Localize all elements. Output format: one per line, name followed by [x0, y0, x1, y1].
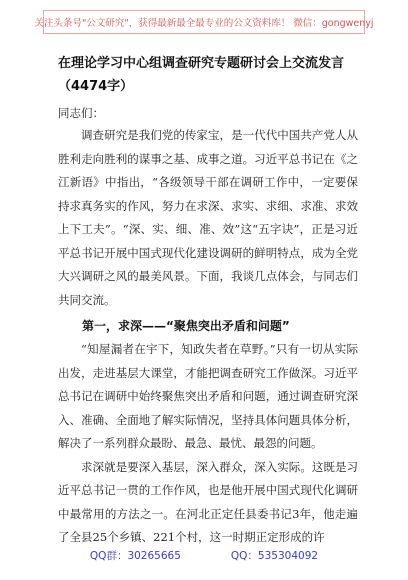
intro-paragraph: 调查研究是我们党的传家宝，是一代代中国共产党人从胜利走向胜利的谋事之基、成事之道。习近平总书记在《之江新语》中指出，“各级领导干部在调研工作中，一定要保持求真务实的作风，努力在求深、求实、求细、求准、求效上下工夫”。“深、实、细、准、效”这“五字诀”，正是习近平总书记开展中国式现代化建设调研的鲜明特点，成为全党大兴调研之风的最美风景。下面，我谈几点体会，与同志们共同交流。: [58, 128, 358, 307]
footer: [0, 548, 408, 568]
footer-qq: QQ：535304092: [230, 550, 319, 562]
greeting: 同志们：: [58, 106, 104, 120]
footer-qq-group: QQ群：30265665: [89, 550, 181, 562]
document-body: [58, 52, 358, 550]
header-banner: 关注头条号"公文研究"，获得最新最全最专业的公文资料库！ 微信：gongwenyj: [43, 10, 365, 34]
section-paragraph: “知屋漏者在宇下，知政失者在草野。”只有一切从实际出发，走进基层大课堂，才能把调查研究工作做深。习近平总书记在调研中始终聚焦突出矛盾和问题，通过调查研究深入、准确、全面地了解实际情况，坚持具体问题具体分析，解决了一系列群众最盼、最急、最忧、最怨的问题。: [58, 342, 358, 450]
document-title: 在理论学习中心组调查研究专题研讨会上交流发言（4474字）: [58, 56, 345, 94]
section-heading: 第一，求深——“聚焦突出矛盾和问题”: [82, 319, 290, 333]
section-paragraph: 求深就是要深入基层，深入群众，深入实际。这既是习近平总书记一贯的工作作风，也是他开展中国式现代化调研中最常用的方法之一。在河北正定任县委书记3年，他走遍了全县25个乡镇、221个村，这一时期正定形成的许: [58, 459, 358, 544]
